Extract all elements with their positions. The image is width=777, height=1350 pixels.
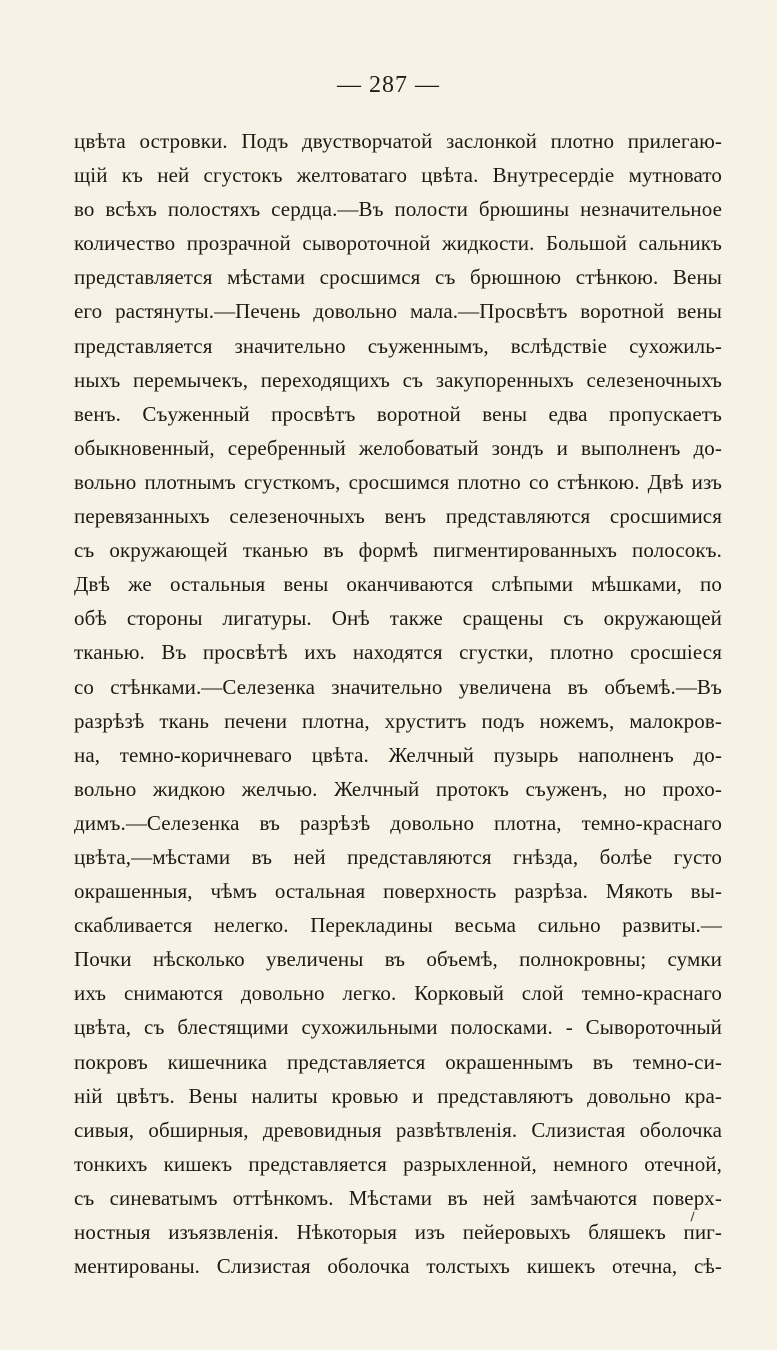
text-line: венъ. Съуженный просвѣтъ воротной вены едва пропускаетъ [74, 401, 722, 426]
text-line: его растянуты.—Печень довольно мала.—Просвѣтъ воротной вены [74, 299, 722, 324]
text-line: съ синеватымъ оттѣнкомъ. Мѣстами въ ней замѣчаются поверх- [74, 1185, 722, 1210]
text-line: сивыя, обширныя, древовидныя развѣтвленія. Слизистая оболочка [74, 1117, 722, 1142]
text-line: цвѣта,—мѣстами въ ней представляются гнѣзда, болѣе густо [74, 844, 722, 869]
text-line: обыкновенный, серебренный желобоватый зондъ и выполненъ до- [74, 435, 722, 460]
text-line: ныхъ перемычекъ, переходящихъ съ закупоренныхъ селезеночныхъ [74, 367, 722, 392]
text-line: ментированы. Слизистая оболочка толстыхъ кишекъ отечна, сѣ- [74, 1254, 722, 1279]
text-line: перевязанныхъ селезеночныхъ венъ представляются сросшимися [74, 504, 722, 529]
text-line: тканью. Въ просвѣтѣ ихъ находятся сгустки, плотно сросшіеся [74, 640, 722, 665]
text-line: обѣ стороны лигатуры. Онѣ также сращены съ окружающей [74, 606, 722, 631]
text-line: ній цвѣтъ. Вены налиты кровью и представляютъ довольно кра- [74, 1083, 722, 1108]
page-number: — 287 — [337, 72, 440, 98]
text-line: Почки нѣсколько увеличены въ объемѣ, полнокровны; сумки [74, 947, 722, 972]
text-line: щій къ ней сгустокъ желтоватаго цвѣта. Внутресердіе мутновато [74, 163, 722, 188]
text-line: ностныя изъязвленія. Нѣкоторыя изъ пейеровыхъ бляшекъ пиг- [74, 1220, 722, 1244]
text-line: вольно плотнымъ сгусткомъ, сросшимся плотно со стѣнкою. Двѣ изъ [74, 469, 722, 494]
text-line: димъ.—Селезенка въ разрѣзѣ довольно плотна, темно-краснаго [74, 810, 722, 835]
text-line: Двѣ же остальныя вены оканчиваются слѣпыми мѣшками, по [74, 572, 722, 597]
text-line: тонкихъ кишекъ представляется разрыхленной, немного отечной, [74, 1151, 722, 1176]
text-line: цвѣта, съ блестящими сухожильными полосками. - Сывороточный [74, 1015, 722, 1040]
text-line: количество прозрачной сывороточной жидкости. Большой сальникъ [74, 231, 722, 256]
text-line: со стѣнками.—Селезенка значительно увеличена въ объемѣ.—Въ [74, 674, 722, 699]
text-line: вольно жидкою желчью. Желчный протокъ съуженъ, но прохо- [74, 776, 722, 801]
text-line: на, темно-коричневаго цвѣта. Желчный пузырь наполненъ до- [74, 742, 722, 767]
text-line: разрѣзѣ ткань печени плотна, хруститъ подъ ножемъ, малокров- [74, 708, 722, 733]
text-line: ихъ снимаются довольно легко. Корковый слой темно-краснаго [74, 981, 722, 1006]
text-line: представляется значительно съуженнымъ, вслѣдствіе сухожиль- [74, 333, 722, 358]
text-line: скабливается нелегко. Перекладины весьма сильно развиты.— [74, 913, 722, 938]
text-line: окрашенныя, чѣмъ остальная поверхность разрѣза. Мякоть вы- [74, 879, 722, 904]
text-line: покровъ кишечника представляется окрашеннымъ въ темно-си- [74, 1049, 722, 1074]
body-text [74, 124, 722, 1283]
text-line: представляется мѣстами сросшимся съ брюшною стѣнкою. Вены [74, 265, 722, 290]
text-line: цвѣта островки. Подъ двустворчатой заслонкой плотно прилегаю- [74, 129, 722, 153]
text-line: во всѣхъ полостяхъ сердца.—Въ полости брюшины незначительное [74, 197, 722, 222]
text-line: съ окружающей тканью въ формѣ пигментированныхъ полосокъ. [74, 538, 722, 563]
